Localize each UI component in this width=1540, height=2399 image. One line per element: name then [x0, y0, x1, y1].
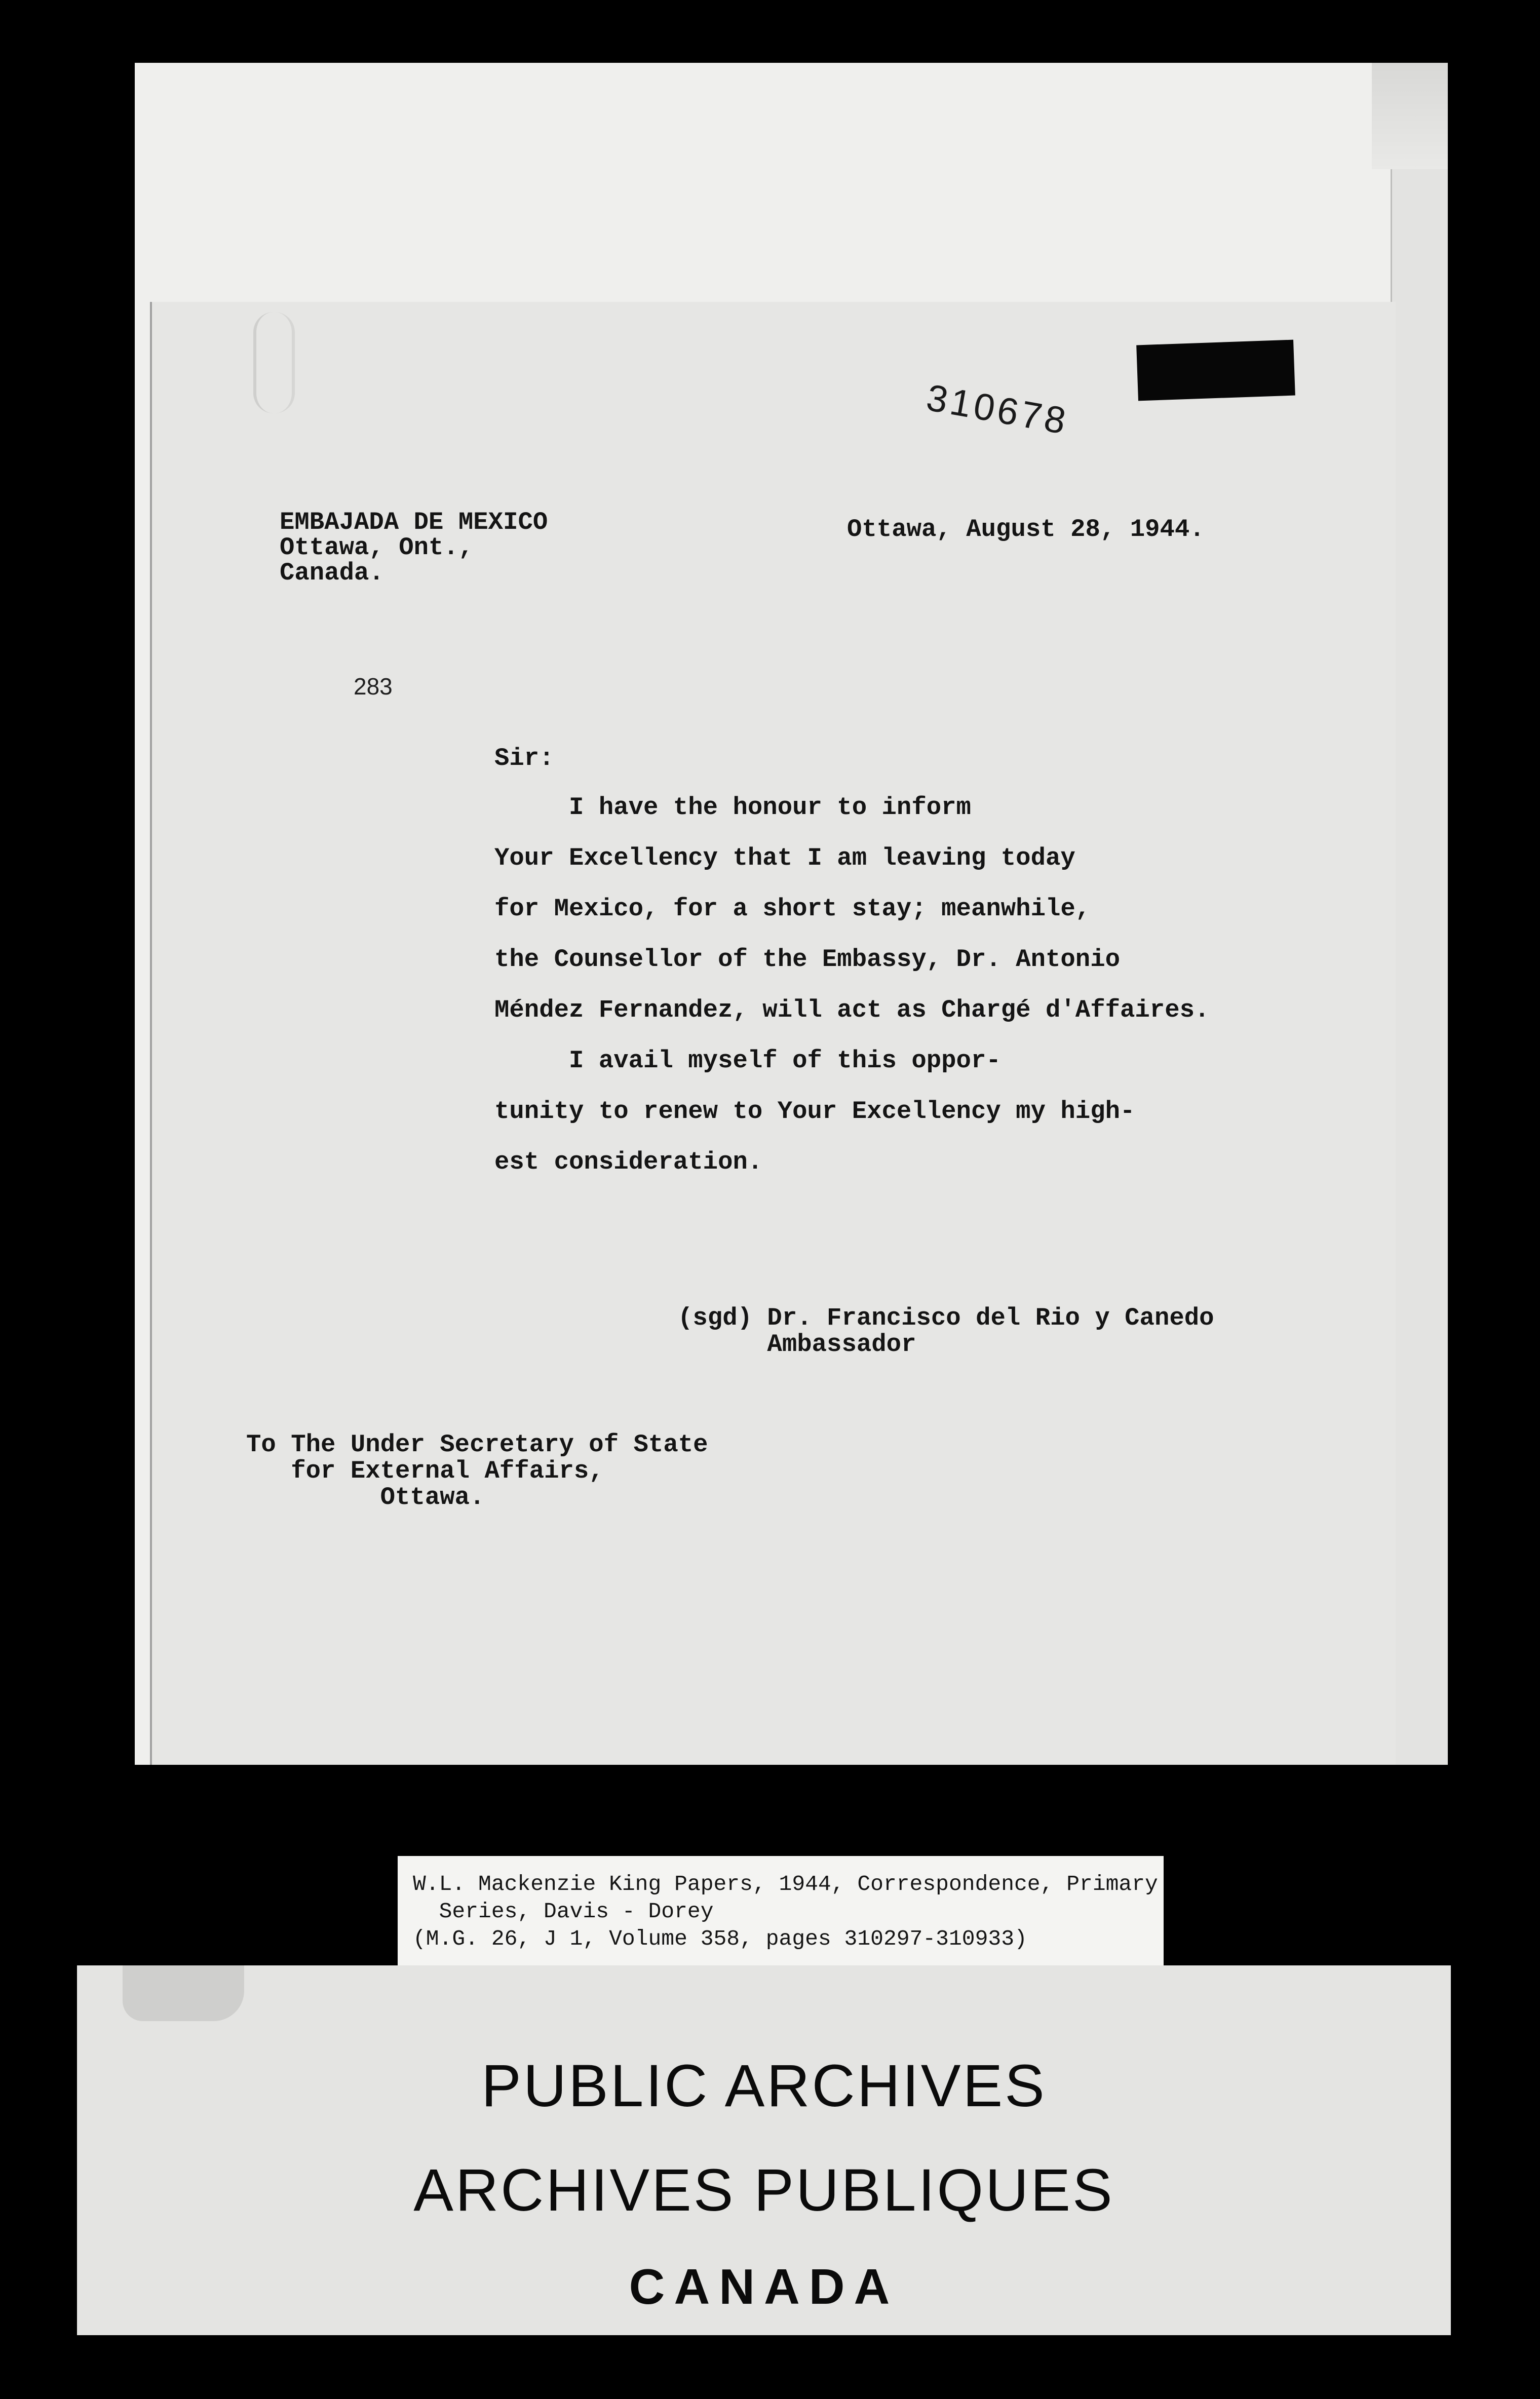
letterhead — [280, 510, 548, 586]
addressee-line: To The Under Secretary of State — [246, 1430, 708, 1459]
letterhead-line: Ottawa, Ont., — [280, 533, 474, 562]
body-line: Méndez Fernandez, will act as Chargé d'Affaires. — [494, 996, 1210, 1024]
body-line: for Mexico, for a short stay; meanwhile, — [494, 895, 1091, 923]
tape-mark — [123, 1965, 244, 2021]
reference-number: 283 — [354, 673, 393, 700]
letterhead-line: EMBAJADA DE MEXICO — [280, 508, 548, 536]
body-line: Your Excellency that I am leaving today — [494, 844, 1075, 872]
signature-name: (sgd) Dr. Francisco del Rio y Canedo — [678, 1304, 1214, 1332]
torn-corner — [1372, 63, 1448, 169]
stamped-page-number: 310678 — [923, 376, 1072, 443]
banner-title-french: ARCHIVES PUBLIQUES — [413, 2157, 1114, 2224]
addressee-line: Ottawa. — [246, 1483, 485, 1512]
salutation: Sir: — [494, 744, 554, 772]
redaction-block — [1136, 340, 1295, 401]
body-line: tunity to renew to Your Excellency my high- — [494, 1097, 1135, 1126]
letter-body — [494, 782, 1209, 1187]
body-line: the Counsellor of the Embassy, Dr. Antonio — [494, 945, 1121, 974]
paper-clip-mark — [253, 312, 295, 413]
archive-citation-label — [398, 1856, 1164, 1966]
banner-title-english: PUBLIC ARCHIVES — [481, 2053, 1047, 2119]
letterhead-line: Canada. — [280, 559, 384, 587]
body-line: est consideration. — [494, 1148, 763, 1176]
body-line: I have the honour to inform — [494, 793, 971, 822]
signature-block — [678, 1305, 1214, 1358]
citation-line: Series, Davis - Dorey — [413, 1899, 714, 1924]
letter-page — [152, 302, 1396, 1765]
body-line: I avail myself of this oppor- — [494, 1047, 1001, 1075]
signature-title: Ambassador — [678, 1330, 916, 1359]
citation-line: W.L. Mackenzie King Papers, 1944, Correspondence, Primary — [413, 1872, 1158, 1897]
citation-line: (M.G. 26, J 1, Volume 358, pages 310297-310933) — [413, 1926, 1027, 1951]
addressee-block — [246, 1431, 708, 1511]
sheet-edge — [1391, 169, 1448, 1765]
addressee-line: for External Affairs, — [246, 1457, 604, 1485]
date-line: Ottawa, August 28, 1944. — [847, 515, 1205, 544]
banner-country: CANADA — [629, 2259, 899, 2314]
public-archives-banner — [77, 1965, 1451, 2335]
